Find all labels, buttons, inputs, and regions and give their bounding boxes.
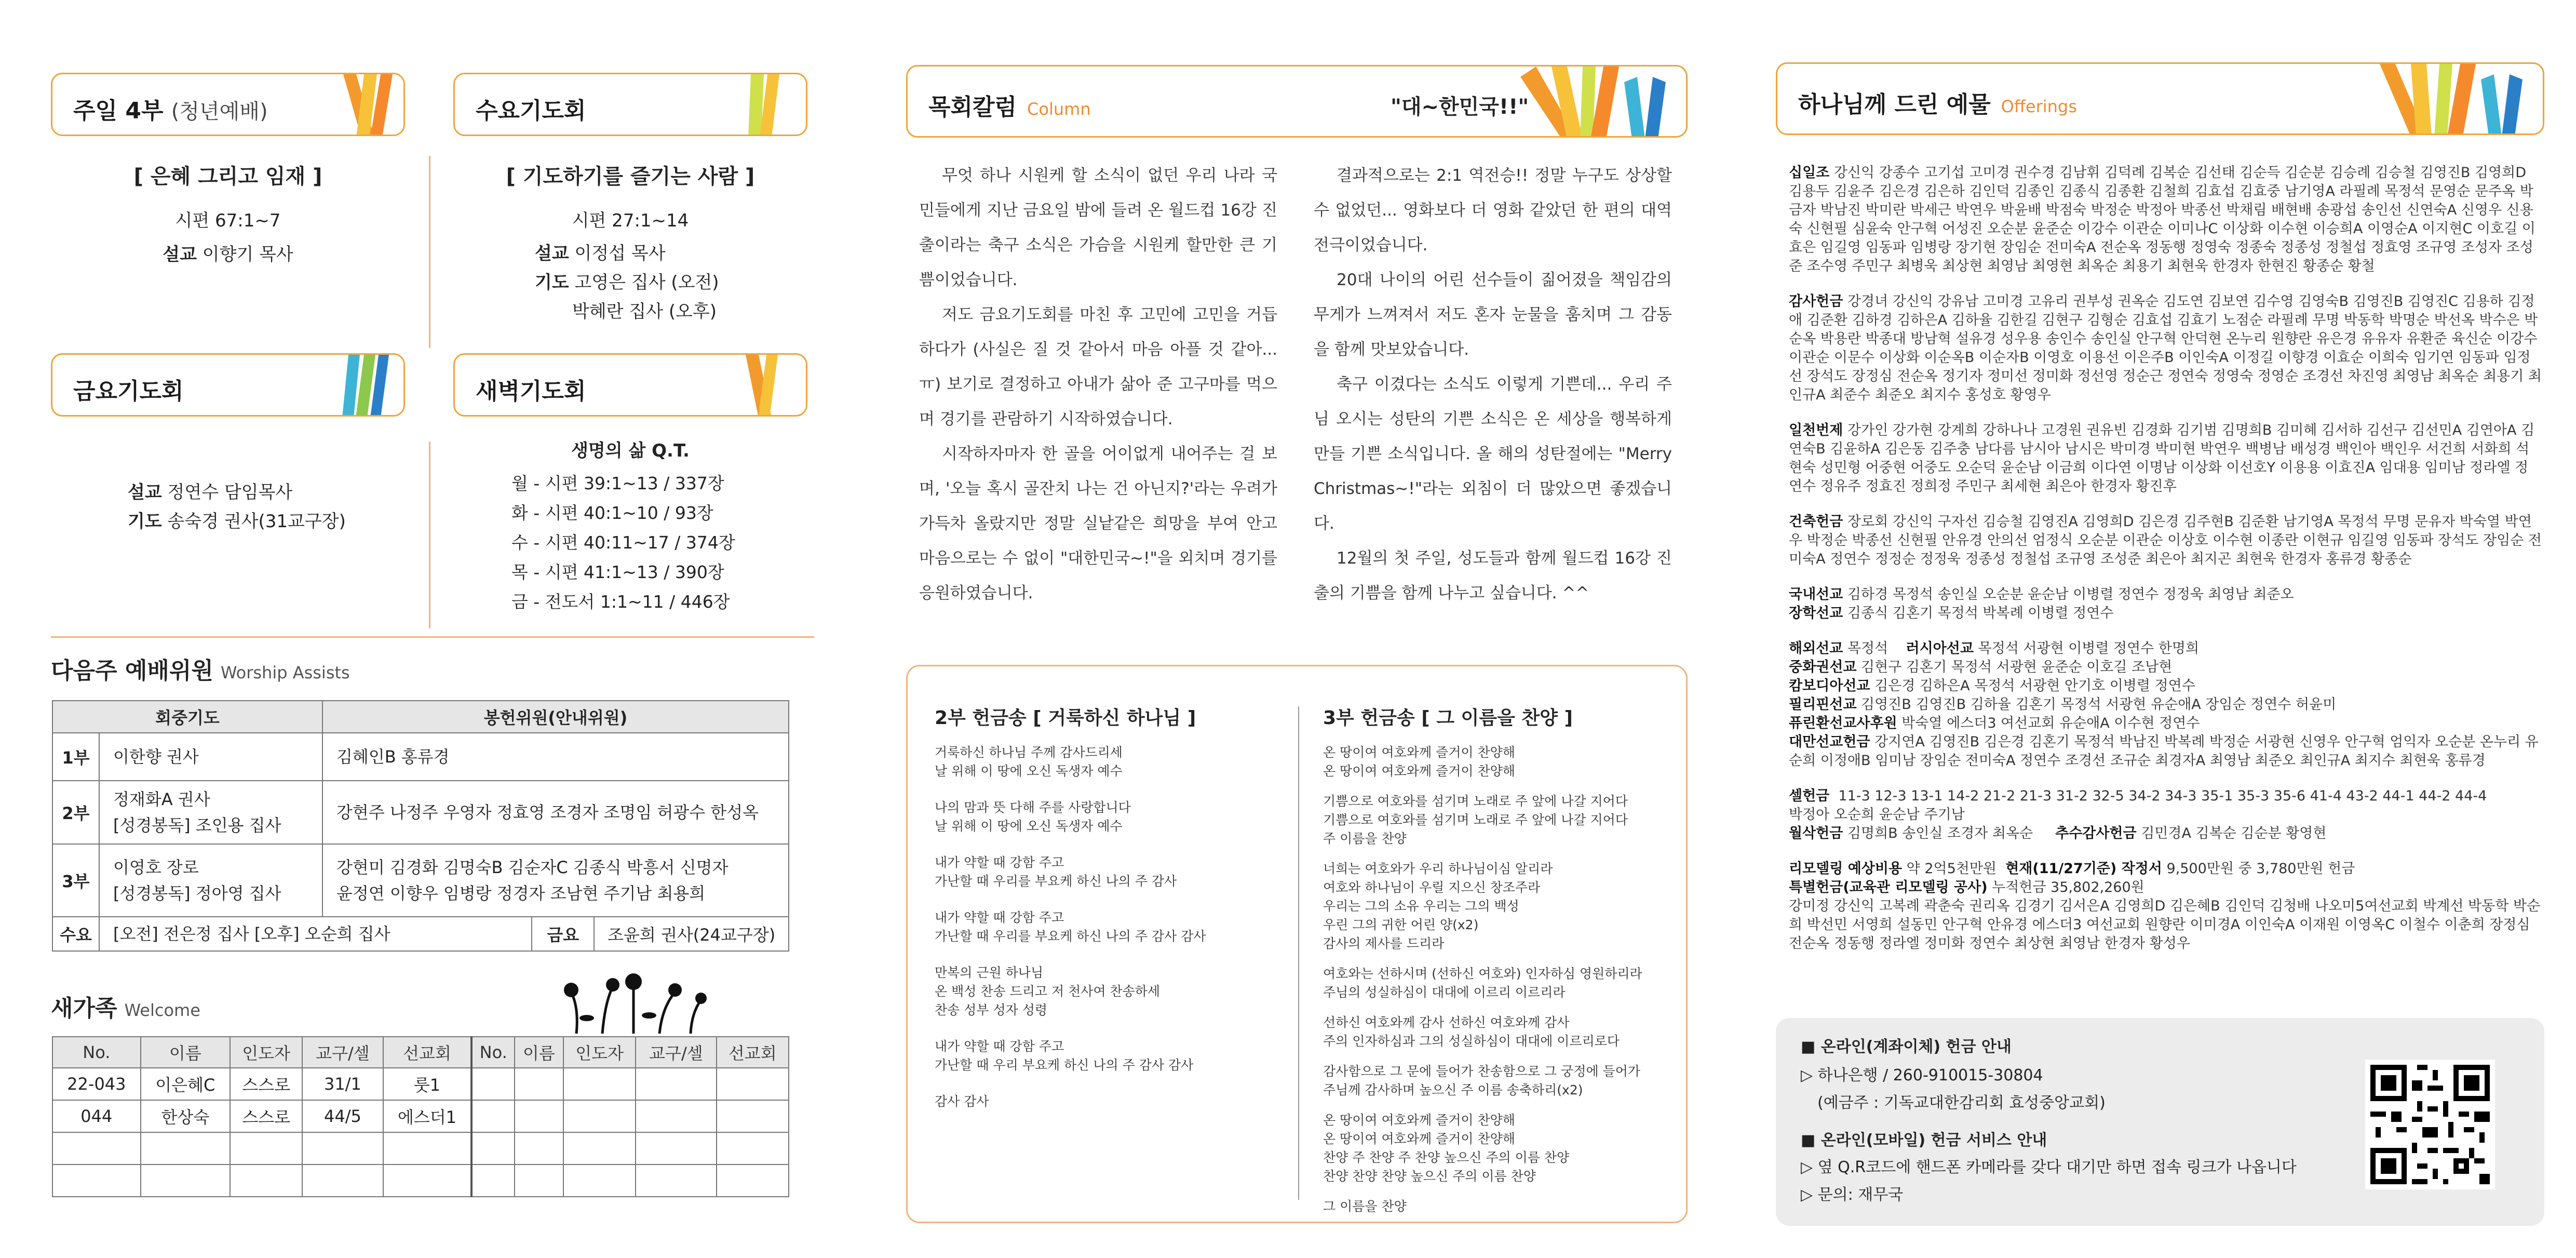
offering-names: 강신익 강종수 고기섭 고미경 권수경 김남휘 김덕례 김복순 김선태 김순득 김순분 김승례 김승철 김영진B 김영희D 김용두 김윤주 김은경 김은하 김인덕 김종인 김종식 김종환 김철희 김효섭 김효중 남기영A 라필례 목정석 문영순 문주옥 박금자 박남진 박미란 박세근 박연우 박윤배 박점숙 박정순 박정아 박종선 박채림 배현배 송광섭 송인선 신연숙A 신영우 신용숙 신현필 심윤숙 안구혁 어성진 오순분 윤준순 이강수 이관순 이미나C 이상화 이수현 이승희A 이영순A 이지현C 이호길 이효은 임길영 임동파 임병랑 장기현 장임순 전미숙A 전순옥 정동행 정영숙 정종숙 정종성 정철섭 정효영 조규영 조성자 조성준 조수영 주민구 최병욱 최상현 최영남 최영현 최옥순 최용기 최현욱 한경자 한현진 황종순 황철 — [1789, 165, 2535, 274]
hymn-line: 온 땅이여 여호와께 즐거이 찬양해 — [1323, 1113, 1515, 1128]
offering-label: 십일조 — [1789, 165, 1830, 181]
assist-key: 1부 — [52, 733, 99, 781]
sermon-label: 설교 — [163, 244, 197, 265]
offering-label: 중화권선교 — [1789, 659, 1857, 675]
online-contact: ▷ 문의: 재무국 — [1801, 1186, 1904, 1204]
stripes-icon — [333, 355, 405, 417]
wel-empty — [563, 1100, 636, 1132]
wel-empty — [141, 1165, 230, 1197]
prayer-name: 송숙경 권사(31교구장) — [167, 511, 346, 532]
column-headline: "대~한민국!!" — [1391, 95, 1529, 119]
wel-empty — [717, 1132, 789, 1165]
offering-label: 셀헌금 — [1789, 788, 1830, 804]
wel-head: No. — [471, 1037, 515, 1068]
assists-title — [51, 652, 350, 685]
stripes-icon — [1520, 66, 1688, 138]
wel-head: 교구/셀 — [302, 1037, 383, 1068]
assist-prayer: 이한향 권사 — [99, 733, 322, 781]
hymn-line: 온 백성 찬송 드리고 저 천사여 찬송하세 — [935, 984, 1161, 999]
assist-prayer-line: 이영호 장로 — [113, 858, 199, 877]
hymn-stanza — [935, 1092, 1277, 1111]
hymn-line: 온 땅이여 여호와께 즐거이 찬양해 — [1323, 1131, 1515, 1146]
assist-prayer-line: [성경봉독] 정아영 집사 — [113, 884, 281, 903]
stripes-icon — [2369, 64, 2544, 135]
worship4-header — [51, 73, 405, 136]
hymn-line: 온 땅이여 여호와께 즐거이 찬양해 — [1323, 764, 1515, 779]
assist-key: 금요 — [532, 917, 594, 951]
offering-monthly — [1789, 824, 2542, 843]
table-row — [52, 1165, 789, 1197]
hymn-line: 나의 맘과 뜻 다해 주를 사랑합니다 — [935, 800, 1131, 815]
wel-head: 선교회 — [383, 1037, 472, 1068]
assist-prayer — [99, 781, 322, 844]
table-row — [52, 1100, 789, 1132]
wel-guide: 스스로 — [230, 1068, 302, 1100]
column-paragraph: 12월의 첫 주일, 성도들과 함께 월드컵 16강 진출의 기쁨을 함께 나누고 싶습니다. ^^ — [1314, 549, 1672, 603]
wednesday-people — [535, 239, 719, 326]
welcome-title-text: 새가족 — [51, 995, 117, 1022]
divider — [1298, 706, 1299, 1200]
wel-empty — [636, 1165, 716, 1197]
worship4-sub: (청년예배) — [171, 100, 268, 124]
offering-names: 강지연A 김영진B 김은경 김혼기 목정석 박남진 박복례 박정순 서광현 신영우 안구혁 엄익자 오순분 온누리 유순희 이정애B 임미남 장임순 전미숙A 정연수 조경선 조규순 최경자A 최영남 최준오 최인규A 최지수 최현욱 홍류경 — [1789, 734, 2539, 769]
stripes-icon — [735, 355, 807, 417]
wel-head: 교구/셀 — [636, 1037, 716, 1068]
assist-offering: 강현주 나정주 우영자 정효영 조경자 조명임 허광수 한성옥 — [322, 781, 789, 844]
hymn-2-title: 2부 헌금송 [ 거룩하신 하나님 ] — [935, 707, 1196, 729]
hymn-stanza — [935, 853, 1277, 891]
hymn-line: 거룩하신 하나님 주께 감사드리세 — [935, 745, 1123, 760]
online-bank: ▷ 하나은행 / 260-910015-30804 — [1801, 1066, 2043, 1085]
hymn-line: 찬양 찬양 찬양 높으신 주의 이름 찬양 — [1323, 1169, 1536, 1184]
divider — [429, 156, 430, 348]
wel-no: 044 — [52, 1100, 141, 1132]
wel-empty — [471, 1132, 515, 1165]
hymn-line: 여호와 하나님이 우릴 지으신 창조주라 — [1323, 880, 1541, 895]
column-paragraph: 무엇 하나 시원케 할 소식이 없던 우리 나라 국민들에게 지난 금요일 밤에 들려 온 월드컵 16강 진출이라는 축구 소식은 가슴을 시원케 할만한 큰 기쁨이었습니다. — [919, 166, 1277, 289]
hymn-line: 기쁨으로 여호와를 섬기며 노래로 주 앞에 나갈 지어다 — [1323, 794, 1628, 809]
assist-head-prayer: 회중기도 — [52, 701, 322, 733]
wel-empty — [230, 1132, 302, 1165]
wel-guide: 스스로 — [230, 1100, 302, 1132]
offering-names: 11-3 12-3 13-1 14-2 21-2 21-3 31-2 32-5 34-2 34-3 35-1 35-3 35-6 41-4 43-2 44-1 44-2 44-4 — [1838, 788, 2487, 804]
sermon-name: 이정섭 목사 — [574, 243, 666, 264]
offering-label: 퓨린환선교사후원 — [1789, 715, 1897, 731]
offering-overseas — [1789, 639, 2542, 658]
hymn-line: 가난할 때 우리를 부요케 하신 나의 주 감사 감사 — [935, 929, 1206, 944]
wel-empty — [383, 1132, 472, 1165]
offering-overseas-group — [1789, 639, 2542, 770]
worship4-title: 주일 4부 — [73, 98, 164, 124]
offering-names: 김종식 김혼기 목정석 박복례 이병렬 정연수 — [1847, 605, 2114, 621]
hymn-line: 만복의 근원 하나님 — [935, 965, 1044, 980]
offering-names: 강가인 강가현 강계희 강하나나 고경원 권유빈 김경화 김기범 김명희B 김미혜 김서하 김선구 김선민A 김연아A 김연숙B 김윤하A 김은동 김주충 남다름 남시아 남시은 박미경 박미현 박연우 백병남 배성경 백인아 백인우 서건희 서화희 석현숙 성민형 어중현 어중도 오순덕 윤순남 이금희 이다연 이명남 이상화 이선호Y 이용용 이효진A 임대용 임미남 정라엘 정연수 정유주 정효진 정희정 주민구 최세현 최은아 한경자 황진후 — [1789, 422, 2535, 494]
offering-names: 김영진B 김영진B 김하율 김혼기 목정석 서광현 유순애A 장임순 정연수 허윤미 — [1861, 697, 2337, 713]
offering-domestic — [1789, 585, 2542, 604]
column-paragraph: 축구 이겼다는 소식도 이렇게 기쁜데... 우리 주님 오시는 성탄의 기쁜 소식은 온 세상을 행복하게 만들 기쁜 소식입니다. 올 해의 성탄절에는 "Merry Christmas~!"라는 외침이 더 많았으면 좋겠습니다. — [1314, 375, 1672, 533]
offering-scholar — [1789, 604, 2542, 623]
offering-names: 목정석 서광현 이병렬 정연수 한명희 — [1978, 640, 2200, 657]
offering-value: 9,500만원 중 3,780만원 헌금 — [2166, 861, 2355, 877]
offering-weekly — [1789, 421, 2542, 496]
prayer-name-2: 박혜란 집사 (오후) — [572, 301, 717, 322]
friday-people — [128, 478, 346, 536]
assist-fri: 조윤희 권사(24교구장) — [594, 917, 789, 951]
column-right-text — [1314, 158, 1672, 611]
online-qr-text: ▷ 옆 Q.R코드에 핸드폰 카메라를 갖다 대기만 하면 접속 링크가 나옵니다 — [1801, 1158, 2297, 1176]
hymn-stanza — [1323, 1111, 1676, 1186]
wel-empty — [717, 1100, 789, 1132]
hymn-stanza — [1323, 965, 1676, 1002]
wel-empty — [302, 1132, 383, 1165]
hymn-line: 가난할 때 우리를 부요케 하신 나의 주 감사 — [935, 874, 1177, 889]
table-row — [52, 1132, 789, 1165]
wel-empty — [230, 1165, 302, 1197]
wel-empty — [515, 1165, 563, 1197]
sermon-name: 정연수 담임목사 — [167, 482, 293, 503]
assist-offering-line: 강현미 김경화 김명숙B 김순자C 김종식 박흥서 신명자 — [336, 858, 729, 877]
divider — [429, 441, 430, 628]
assists-title-en: Worship Assists — [220, 663, 350, 682]
offering-label: 건축헌금 — [1789, 514, 1843, 530]
hymn-2 — [935, 709, 1277, 1129]
offering-value: 누적헌금 35,802,260원 — [1992, 879, 2145, 895]
wel-empty — [302, 1165, 383, 1197]
table-row — [52, 1068, 789, 1100]
offering-phil — [1789, 695, 2542, 714]
hymn-stanza — [1323, 1013, 1676, 1051]
wel-empty — [563, 1132, 636, 1165]
dawn-reading: 수 - 시편 40:11~17 / 374장 — [511, 532, 735, 553]
wednesday-theme: [ 기도하기를 즐기는 사람 ] — [506, 165, 755, 189]
assist-key: 3부 — [52, 844, 99, 917]
offering-value: 약 2억5천만원 — [1906, 861, 1997, 877]
offering-names: 박정아 오순희 윤순남 주기남 — [1789, 807, 1965, 823]
sermon-label: 설교 — [535, 243, 569, 264]
hymn-line: 그 이름을 찬양 — [1323, 1199, 1407, 1214]
offering-youth — [1789, 733, 2542, 770]
qr-code-icon[interactable] — [2365, 1060, 2495, 1189]
hymn-line: 여호와는 선하시며 (선하신 여호와) 인자하심 영원하리라 — [1323, 966, 1642, 981]
offering-label: 해외선교 — [1789, 640, 1843, 657]
offering-thanks — [1789, 292, 2542, 405]
hymn-line: 온 땅이여 여호와께 즐거이 찬양해 — [1323, 745, 1515, 760]
assists-title-text: 다음주 예배위원 — [51, 658, 213, 684]
hymn-line: 우리는 그의 소유 우리는 그의 백성 — [1323, 899, 1519, 914]
wel-head: No. — [52, 1037, 141, 1068]
column-title: 목회칼럼 — [928, 94, 1017, 121]
hymn-line: 우린 그의 귀한 어린 양(x2) — [1323, 917, 1479, 932]
prayer-name-1: 고영은 집사 (오전) — [574, 272, 719, 293]
wel-head: 이름 — [141, 1037, 230, 1068]
hymn-line: 주님의 성실하심이 대대에 이르리 이르리라 — [1323, 985, 1566, 1000]
hymn-line: 내가 약할 때 강함 주고 — [935, 910, 1064, 925]
hymn-line: 선하신 여호와께 감사 선하신 여호와께 감사 — [1323, 1015, 1570, 1030]
assist-key: 2부 — [52, 781, 99, 844]
offering-names: 김민경A 김복순 김순분 황영현 — [2141, 825, 2327, 841]
worship4-sermon — [51, 239, 405, 270]
welcome-title — [51, 989, 200, 1023]
wel-empty — [471, 1165, 515, 1197]
friday-header — [51, 353, 405, 417]
wel-empty — [383, 1165, 472, 1197]
wel-empty — [636, 1132, 716, 1165]
hymn-stanza — [935, 908, 1277, 946]
wel-mission: 룻1 — [383, 1068, 472, 1100]
hymn-line: 주 이름을 찬양 — [1323, 831, 1407, 846]
hymn-stanza — [1323, 860, 1676, 953]
offering-tithe — [1789, 164, 2542, 276]
wednesday-header — [453, 73, 807, 136]
offering-remodel-group — [1789, 860, 2542, 953]
flowers-icon — [556, 971, 722, 1034]
welcome-title-en: Welcome — [124, 1000, 200, 1020]
prayer-label: 기도 — [128, 511, 162, 532]
column-paragraph: 결과적으로는 2:1 역전승!! 정말 누구도 상상할 수 없었던... 영화보다 더 영화 같았던 한 편의 대역전극이었습니다. — [1314, 166, 1672, 255]
assist-wed: [오전] 전은정 집사 [오후] 오순희 집사 — [99, 917, 532, 951]
hymn-stanza — [1323, 743, 1676, 781]
hymn-stanza — [935, 743, 1277, 781]
offering-remodel — [1789, 860, 2542, 878]
hymn-line: 감사함으로 그 문에 들어가 찬송함으로 그 궁정에 들어가 — [1323, 1064, 1641, 1079]
offering-fiji — [1789, 714, 2542, 733]
hymn-line: 내가 약할 때 강함 주고 — [935, 855, 1064, 870]
assist-prayer-line: 정재화A 권사 — [113, 789, 210, 809]
hymn-line: 가난할 때 우리 부요케 하신 나의 주 감사 감사 — [935, 1058, 1194, 1073]
hymn-line: 감사의 제사를 드리라 — [1323, 936, 1445, 951]
dawn-reading: 금 - 전도서 1:1~11 / 446장 — [511, 592, 730, 612]
hymn-stanza — [1323, 1062, 1676, 1100]
wel-empty — [471, 1068, 515, 1100]
hymn-3 — [1323, 709, 1676, 1234]
wel-empty — [636, 1068, 716, 1100]
assist-offering — [322, 844, 789, 917]
offering-names: 강경녀 강신익 강유남 고미경 고유리 권부성 권옥순 김도연 김보연 김수영 김영숙B 김영진B 김영진C 김용하 김정애 김준환 김하경 김하은A 김하율 김한길 김현구 김형순 김효섭 김효기 노점순 라필례 무명 박동학 박명순 박선옥 박수은 박순옥 박용란 박종대 방남혁 설유경 성우용 송인수 송인실 안구혁 안덕현 온누리 원향란 유은경 유유자 유환준 육신순 이강수 이관순 이문수 이상화 이순옥B 이순자B 이영호 이용선 이은주B 이인숙A 이정길 이향경 이효순 이희숙 임기연 임동파 임정선 장석도 장정심 전순옥 정기자 정미선 정미화 정선영 정순근 정연숙 정영숙 정영순 조경선 차진영 최영남 최옥순 최용기 최인규A 최준수 최준오 최지수 홍성호 황영우 — [1789, 293, 2542, 403]
wel-empty — [717, 1068, 789, 1100]
dawn-reading: 화 - 시편 40:1~10 / 93장 — [511, 503, 713, 523]
wel-name: 이은혜C — [141, 1068, 230, 1100]
online-heading-1: ■ 온라인(계좌이체) 헌금 안내 — [1801, 1038, 2012, 1056]
column-left-text — [919, 158, 1277, 611]
wel-empty — [717, 1165, 789, 1197]
offering-names: 목정석 — [1847, 640, 1889, 657]
sermon-label: 설교 — [128, 482, 162, 503]
dawn-subtitle: 생명의 삶 Q.T. — [571, 440, 690, 461]
offering-label: 감사헌금 — [1789, 293, 1843, 310]
wednesday-scripture: 시편 27:1~14 — [572, 210, 689, 231]
offering-china — [1789, 658, 2542, 677]
offering-label: 현재(11/27기준) 작정서 — [2005, 861, 2162, 877]
column-header — [906, 65, 1688, 138]
online-holder: (예금주 : 기독교대한감리회 효성중앙교회) — [1817, 1094, 2106, 1112]
stripes-icon — [735, 74, 807, 136]
hymn-line: 찬송 성부 성자 성령 — [935, 1002, 1048, 1018]
wel-empty — [52, 1132, 141, 1165]
hymn-line: 날 위해 이 땅에 오신 독생자 예수 — [935, 764, 1123, 779]
offering-cambodia — [1789, 677, 2542, 695]
offerings-title-en: Offerings — [2001, 97, 2077, 116]
column-paragraph: 20대 나이의 어린 선수들이 짊어졌을 책임감의 무게가 느껴져서 저도 혼자 눈물을 훔치며 그 감동을 함께 맛보았습니다. — [1314, 271, 1672, 359]
wel-empty — [563, 1165, 636, 1197]
hymn-line: 기쁨으로 여호와를 섬기며 노래로 주 앞에 나갈 지어다 — [1323, 812, 1628, 827]
offerings-list — [1789, 164, 2542, 953]
offering-label: 대만선교헌금 — [1789, 734, 1870, 750]
hymn-stanza — [935, 798, 1277, 836]
welcome-table — [52, 1036, 789, 1197]
dawn-title: 새벽기도회 — [476, 378, 586, 405]
offering-label: 장학선교 — [1789, 605, 1843, 621]
friday-title: 금요기도회 — [73, 378, 184, 405]
wel-head: 인도자 — [230, 1037, 302, 1068]
wel-no: 22-043 — [52, 1068, 141, 1100]
hymn-line: 주의 인자하심과 그의 성실하심이 대대에 이르리로다 — [1323, 1034, 1620, 1049]
offering-names: 박숙열 에스더3 여선교회 유순애A 이수현 정연수 — [1901, 715, 2200, 731]
hymn-stanza — [1323, 1197, 1676, 1216]
hymn-line: 감사 감사 — [935, 1094, 989, 1109]
online-heading-2: ■ 온라인(모바일) 헌금 서비스 안내 — [1801, 1131, 2047, 1149]
offering-names: 김은경 김하은A 목정석 서광현 안기호 이병렬 정연수 — [1874, 678, 2195, 694]
offering-special — [1789, 878, 2542, 897]
offerings-header — [1776, 62, 2544, 135]
hymn-3-title: 3부 헌금송 [ 그 이름을 찬양 ] — [1323, 707, 1573, 729]
hymn-stanza — [935, 1037, 1277, 1075]
dawn-reading: 목 - 시편 41:1~13 / 390장 — [511, 562, 724, 582]
wel-name: 한상숙 — [141, 1100, 230, 1132]
offering-build — [1789, 513, 2542, 569]
assist-head-offering: 봉헌위원(안내위원) — [322, 701, 789, 733]
worship4-theme: [ 은혜 그리고 임재 ] — [133, 165, 322, 189]
dawn-header — [453, 353, 807, 417]
offering-label: 추수감사헌금 — [2055, 825, 2137, 841]
assists-table — [52, 700, 789, 952]
wel-empty — [471, 1100, 515, 1132]
divider — [51, 636, 814, 638]
offering-names: 김명희B 송인실 조경자 최옥순 — [1847, 825, 2033, 841]
column-paragraph: 시작하자마자 한 골을 어이없게 내어주는 걸 보며, '오늘 혹시 골잔치 나는 건 아닌지?'라는 우려가 가득차 올랐지만 정말 실낱같은 희망을 부여 안고 마음으로는 수 없이 "대한민국~!"을 외치며 경기를 응원하였습니다. — [919, 445, 1277, 603]
offering-names: 강미정 강신익 고복례 곽춘숙 권리옥 김경기 김서은A 김영희D 김은혜B 김인덕 김청배 나오미5여선교회 박계선 박동학 박순희 박선민 서영희 설동민 안구혁 안유경 에스더3 여선교회 원향란 이미경A 이인숙A 이재원 이영옥C 이철수 이춘희 장정심 전순옥 정동행 정라엘 정미화 정연수 최상현 최영남 한경자 황성우 — [1789, 898, 2541, 952]
wel-empty — [563, 1068, 636, 1100]
wel-empty — [52, 1165, 141, 1197]
assist-offering: 김혜인B 홍류경 — [322, 733, 789, 781]
hymn-line: 너희는 여호와가 우리 하나님이심 알리라 — [1323, 861, 1553, 876]
offering-label: 월삭헌금 — [1789, 825, 1843, 841]
wel-empty — [515, 1132, 563, 1165]
offering-label: 러시아선교 — [1906, 640, 1974, 657]
offering-label: 특별헌금(교육관 리모델링 공사) — [1789, 879, 1988, 895]
assist-prayer-line: [성경봉독] 조인용 집사 — [113, 815, 281, 835]
offering-cell — [1789, 787, 2542, 806]
offering-names: 김하경 목정석 송인실 오순분 윤순남 이병렬 정연수 정정욱 최영남 최준오 — [1847, 586, 2294, 603]
assist-key: 수요 — [52, 917, 99, 951]
column-paragraph: 저도 금요기도회를 마친 후 고민에 고민을 거듭하다가 (사실은 질 것 같아서 마음 아플 것 같아...ㅠ) 보기로 결정하고 아내가 삶아 준 고구마를 먹으며 경기를 관람하기 시작하였습니다. — [919, 305, 1277, 429]
sermon-name: 이향기 목사 — [202, 244, 293, 265]
dawn-readings — [511, 469, 735, 617]
offering-cell-group — [1789, 787, 2542, 843]
wel-empty — [141, 1132, 230, 1165]
wel-head: 인도자 — [563, 1037, 636, 1068]
wel-head: 선교회 — [717, 1037, 789, 1068]
offering-label: 국내선교 — [1789, 586, 1843, 603]
hymn-line: 날 위해 이 땅에 오신 독생자 예수 — [935, 819, 1123, 834]
offering-label: 필리핀선교 — [1789, 697, 1857, 713]
wel-head: 이름 — [515, 1037, 563, 1068]
offering-label: 일천번제 — [1789, 422, 1843, 438]
wel-empty — [515, 1068, 563, 1100]
hymn-line: 찬양 주 찬양 주 찬양 높으신 주의 이름 찬양 — [1323, 1150, 1570, 1165]
wednesday-title: 수요기도회 — [476, 98, 586, 124]
wel-mission: 에스더1 — [383, 1100, 472, 1132]
hymn-stanza — [935, 963, 1277, 1020]
hymn-line: 내가 약할 때 강함 주고 — [935, 1039, 1064, 1054]
wel-empty — [636, 1100, 716, 1132]
stripes-icon — [333, 74, 405, 136]
offering-label: 리모델링 예상비용 — [1789, 861, 1903, 877]
offerings-title: 하나님께 드린 예물 — [1798, 91, 1991, 118]
column-title-en: Column — [1027, 99, 1091, 119]
offering-label: 캄보디아선교 — [1789, 678, 1870, 694]
prayer-label: 기도 — [535, 272, 569, 293]
offering-names: 김현구 김혼기 목정석 서광현 윤준순 이호길 조남현 — [1861, 659, 2173, 675]
wel-cell: 44/5 — [302, 1100, 383, 1132]
dawn-reading: 월 - 시편 39:1~13 / 337장 — [511, 473, 724, 493]
wel-cell: 31/1 — [302, 1068, 383, 1100]
hymn-stanza — [1323, 792, 1676, 848]
assist-offering-line: 윤정연 이향우 임병랑 정경자 조남현 주기남 최용희 — [336, 884, 706, 903]
wel-empty — [515, 1100, 563, 1132]
hymn-line: 주님께 감사하며 높으신 주 이름 송축하리(x2) — [1323, 1082, 1583, 1098]
offering-mission-group — [1789, 585, 2542, 623]
worship4-scripture: 시편 67:1~7 — [175, 210, 281, 231]
offering-names: 장로회 강신익 구자선 김승철 김영진A 김영희D 김은경 김주현B 김준환 남기영A 목정석 무명 문유자 박숙열 박연우 박정순 박종선 신현필 안유경 안의선 엄정식 오순분 이관순 이상호 이수현 이종란 이현규 임길영 임동파 장석도 장임순 전미숙A 정연수 정정순 정정욱 정종성 정철섭 조규영 조성준 최은아 최지곤 최현욱 한경자 홍류경 황종순 — [1789, 514, 2542, 567]
assist-prayer — [99, 844, 322, 917]
